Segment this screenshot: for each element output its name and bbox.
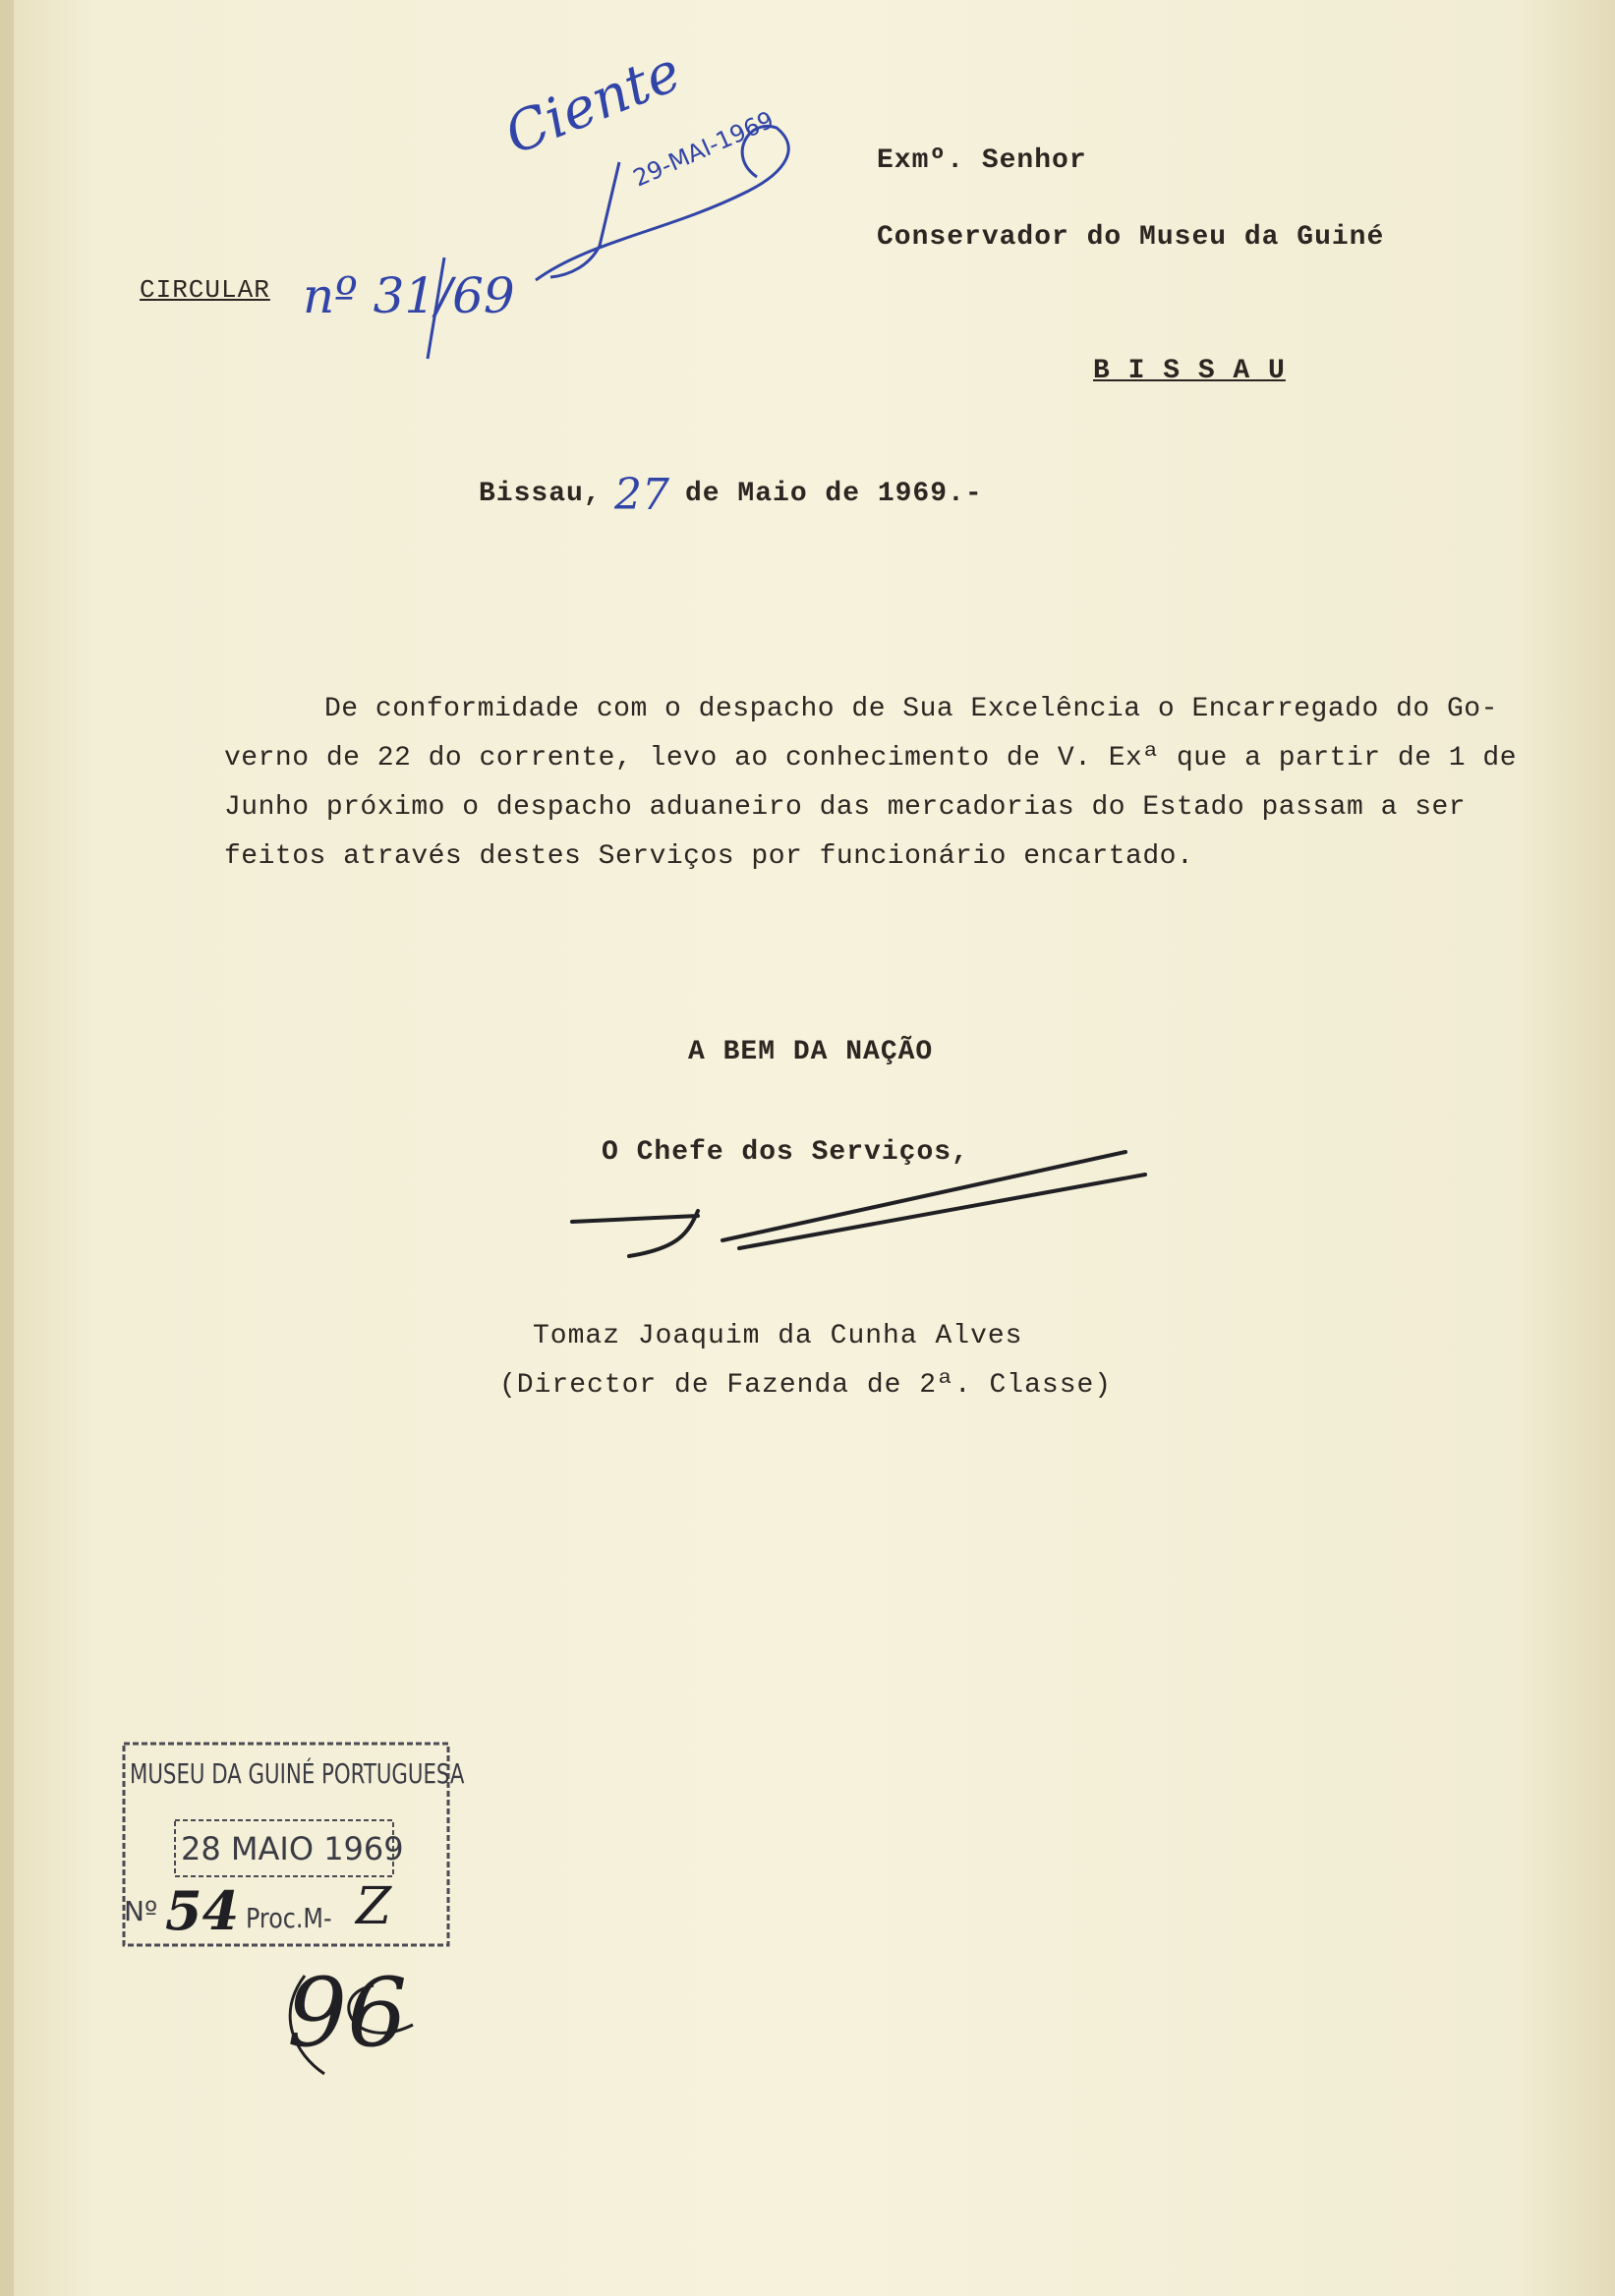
salutation: Exmº. Senhor <box>877 145 1087 176</box>
closing-motto: A BEM DA NAÇÃO <box>688 1037 934 1067</box>
body-line: De conformidade com o despacho de Sua Excelência o Encarregado do Go- <box>324 694 1498 724</box>
signatory-position: (Director de Fazenda de 2ª. Classe) <box>499 1370 1113 1401</box>
stamp-date: 28 MAIO 1969 <box>181 1830 404 1867</box>
body-line: Junho próximo o despacho aduaneiro das mercadorias do Estado passam a ser <box>224 792 1467 823</box>
stamp-annotation: 96 <box>287 1958 408 2068</box>
body-line: verno de 22 do corrente, levo ao conhecimento de V. Exª que a partir de 1 de <box>224 743 1518 774</box>
signature <box>572 1152 1145 1256</box>
handwritten-day: 27 <box>614 470 669 520</box>
handwritten-circular-number: nº 31/69 <box>303 267 515 324</box>
received-date-stamp: 29-MAI-1969 <box>629 105 779 193</box>
pen-mark <box>428 258 444 359</box>
circular-label: CIRCULAR <box>140 275 270 305</box>
date-suffix: de Maio de 1969.- <box>685 479 983 509</box>
body-line: feitos através destes Serviços por funcionário encartado. <box>224 841 1194 872</box>
signatory-name: Tomaz Joaquim da Cunha Alves <box>533 1321 1023 1351</box>
date-prefix: Bissau, <box>479 479 602 509</box>
stamp-number-label: Nº <box>124 1895 158 1927</box>
stamp-proc-label: Proc.M- <box>246 1902 332 1934</box>
stamp-institution: MUSEU DA GUINÉ PORTUGUESA <box>130 1757 465 1790</box>
stamp-proc-value: Z <box>356 1877 392 1936</box>
stamp-number-value: 54 <box>165 1879 240 1942</box>
handwritten-ciente: Ciente <box>496 39 690 168</box>
recipient-city: B I S S A U <box>1093 356 1286 386</box>
handwritten-initials <box>536 126 788 280</box>
recipient-title: Conservador do Museu da Guiné <box>877 222 1385 253</box>
pen-mark <box>550 162 619 277</box>
signatory-title: O Chefe dos Serviços, <box>602 1137 969 1168</box>
